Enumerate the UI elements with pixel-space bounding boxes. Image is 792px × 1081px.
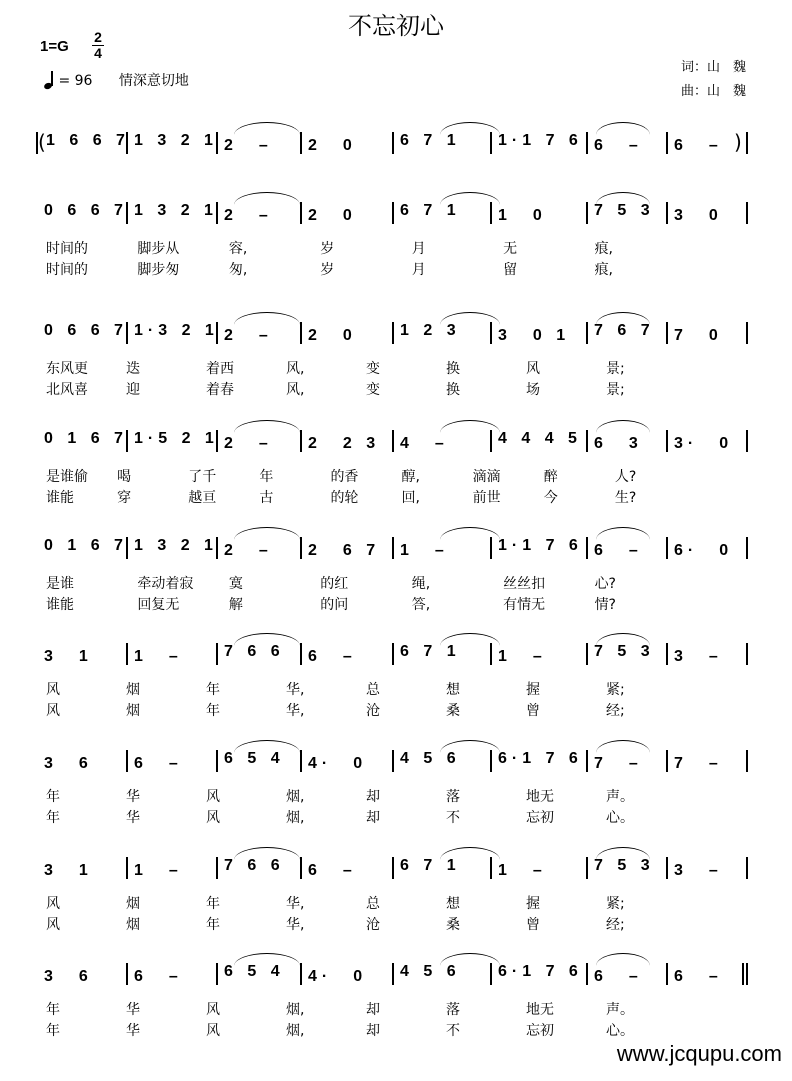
slur (596, 312, 650, 325)
lyric-word: 华, (286, 682, 305, 698)
lyric-word: 痕, (594, 241, 614, 257)
lyric-word: 年 (46, 1002, 60, 1018)
measure: 2 – (224, 207, 273, 224)
lyric-word: 景; (606, 382, 625, 398)
lyric-word: 前世 (472, 490, 501, 506)
lyric-word: 时间的 (46, 241, 88, 257)
measure: 0 6 6 7 (44, 322, 128, 339)
barline (746, 202, 748, 224)
lyric-word: 景; (606, 361, 625, 377)
lyric-word: 年 (46, 810, 60, 826)
measure: 7 5 3 (594, 202, 655, 219)
measure: 6 – (674, 968, 723, 985)
measure: 6 – (594, 968, 643, 985)
barline (666, 132, 668, 154)
lyric-word: 谁能 (46, 597, 74, 613)
measure: 4· 0 (308, 968, 368, 985)
barline (490, 963, 492, 985)
lyric-word: 脚步从 (137, 241, 180, 257)
lyric-word: 今 (543, 490, 558, 506)
barline (300, 750, 302, 772)
measure: 1 – (134, 648, 183, 665)
measure: 6·1 7 6 (498, 963, 583, 980)
barline (746, 322, 748, 344)
lyric-word: 想 (446, 896, 460, 912)
lyric-word: 风 (206, 1002, 220, 1018)
lyric-word: 心。 (606, 1023, 634, 1039)
barline (216, 643, 218, 665)
measure: 1 – (498, 862, 547, 879)
barline (216, 857, 218, 879)
lyric-word: 痕, (594, 262, 614, 278)
slur (596, 122, 650, 135)
site-watermark: www.jcqupu.com (616, 1041, 782, 1066)
measure: 4 4 4 5 (498, 430, 582, 447)
lyric-word: 华 (126, 789, 140, 805)
measure: 1 6 6 7 (46, 132, 130, 149)
measure: 1·1 7 6 (498, 537, 583, 554)
lyric-word: 桑 (446, 703, 460, 719)
lyric-word: 风 (206, 810, 220, 826)
measure: 7 5 3 (594, 857, 655, 874)
slur (234, 312, 300, 325)
barline (666, 202, 668, 224)
lyric-word: 经; (606, 703, 625, 719)
barline (586, 643, 588, 665)
lyric-word: 华, (286, 917, 305, 933)
key-signature: 1=G (40, 38, 69, 55)
score-row (0, 750, 792, 860)
barline (746, 430, 748, 452)
measure: 7 0 (674, 327, 723, 344)
lyric-word: 烟, (286, 1002, 305, 1018)
lyric-word: 不 (446, 810, 460, 826)
barline (586, 430, 588, 452)
lyric-word: 烟 (126, 896, 140, 912)
barline (490, 750, 492, 772)
barline (300, 322, 302, 344)
lyric-word: 紧; (606, 682, 625, 698)
lyric-word: 岁 (320, 241, 335, 257)
lyric-word: 古 (259, 490, 274, 506)
measure: 6 – (308, 862, 357, 879)
composer-credit: 曲：山 魏 (680, 84, 746, 99)
measure: 6 5 4 (224, 963, 285, 980)
credits (681, 56, 746, 104)
lyric-word: 风, (286, 361, 305, 377)
lyric-word: 牵动着寂 (137, 576, 194, 592)
lyric-word: 烟 (126, 917, 140, 933)
measure: 6 7 1 (400, 202, 461, 219)
barline (392, 537, 394, 559)
tempo-value: = 96 (58, 73, 93, 89)
measure: 3· 0 (674, 435, 734, 452)
measure: 7 5 3 (594, 643, 655, 660)
barline (392, 430, 394, 452)
final-barline-thin (742, 963, 744, 985)
barline (666, 322, 668, 344)
measure: 1 – (134, 862, 183, 879)
barline (490, 322, 492, 344)
score-row (0, 857, 792, 967)
time-signature-top: 2 (94, 29, 102, 45)
measure: 3 1 (44, 648, 93, 665)
lyric-word: 华, (286, 896, 305, 912)
measure: 0 1 6 7 (44, 537, 128, 554)
lyric-word: 的香 (330, 469, 359, 485)
lyric-word: 紧; (606, 896, 625, 912)
lyric-word: 是谁 (46, 576, 74, 592)
lyric-word: 穿 (117, 490, 132, 506)
lyric-word: 烟 (126, 682, 140, 698)
measure: 1·3 2 1 (134, 322, 219, 339)
barline (300, 857, 302, 879)
lyric-word: 匆, (228, 262, 248, 278)
measure: 2 6 7 (308, 542, 381, 559)
lyric-word: 换 (446, 382, 460, 398)
lyric-word: 了千 (188, 469, 217, 485)
barline (746, 643, 748, 665)
barline (586, 322, 588, 344)
lyric-word: 有情无 (503, 597, 546, 613)
lyric-word: 答, (411, 597, 431, 613)
lyric-word: 着春 (206, 382, 234, 398)
slur (440, 122, 500, 135)
lyric-word: 回, (401, 490, 420, 506)
lyric-word: 心? (594, 576, 616, 592)
lyric-word: 月 (411, 241, 426, 257)
lyric-word: 变 (366, 382, 380, 398)
barline (490, 430, 492, 452)
quarter-note-icon (44, 71, 54, 89)
lyric-word: 不 (446, 1023, 460, 1039)
measure: 2 0 (308, 137, 357, 154)
measure: 6 – (308, 648, 357, 665)
lyric-word: 地无 (526, 1002, 554, 1018)
barline (392, 643, 394, 665)
lyric-word: 迎 (126, 382, 140, 398)
barline (216, 750, 218, 772)
barline (300, 643, 302, 665)
measure: 3 1 (44, 862, 93, 879)
measure: 3 6 (44, 968, 93, 985)
tempo-marking (44, 70, 189, 90)
barline (666, 430, 668, 452)
barline (126, 963, 128, 985)
lyric-word: 却 (366, 1002, 380, 1018)
barline (490, 643, 492, 665)
measure: 6 3 (594, 435, 643, 452)
measure: 6 – (134, 968, 183, 985)
lyric-word: 忘初 (526, 810, 554, 826)
lyric-word: 谁能 (46, 490, 74, 506)
barline (392, 750, 394, 772)
lyric-word: 留 (503, 262, 518, 278)
measure: 1·5 2 1 (134, 430, 219, 447)
lyric-word: 着西 (206, 361, 234, 377)
measure: 1 2 3 (400, 322, 461, 339)
measure: 7 6 6 (224, 857, 285, 874)
measure: 3 – (674, 648, 723, 665)
lyric-word: 容, (228, 241, 248, 257)
barline (126, 750, 128, 772)
lyric-word: 喝 (117, 469, 132, 485)
barline (746, 857, 748, 879)
lyric-word: 回复无 (137, 597, 180, 613)
measure: 0 1 6 7 (44, 430, 128, 447)
measure: 3 – (674, 862, 723, 879)
barline (586, 750, 588, 772)
lyric-word: 风 (526, 361, 540, 377)
lyric-word: 生? (614, 490, 637, 506)
lyric-word: 年 (206, 703, 220, 719)
score-row (0, 430, 792, 540)
barline (392, 322, 394, 344)
slur (234, 122, 300, 135)
lyric-word: 心。 (606, 810, 634, 826)
barline (746, 963, 748, 985)
score-row (0, 643, 792, 753)
measure: 1 – (498, 648, 547, 665)
lyric-word: 越亘 (188, 490, 217, 506)
measure: 2 0 (308, 207, 357, 224)
lyric-word: 换 (446, 361, 460, 377)
barline (300, 537, 302, 559)
lyric-word: 的问 (320, 597, 349, 613)
lyric-word: 风 (206, 789, 220, 805)
measure: 1·1 7 6 (498, 132, 583, 149)
lyric-word: 却 (366, 789, 380, 805)
measure: 0 6 6 7 (44, 202, 128, 219)
barline (392, 963, 394, 985)
measure: 4· 0 (308, 755, 368, 772)
measure: 6 – (134, 755, 183, 772)
score-row (0, 202, 792, 312)
lyric-word: 迭 (126, 361, 140, 377)
barline (300, 202, 302, 224)
barline (746, 537, 748, 559)
lyric-word: 风 (46, 682, 60, 698)
lyric-word: 年 (206, 917, 220, 933)
lyric-word: 风 (46, 896, 60, 912)
barline (392, 132, 394, 154)
measure: 2 – (224, 327, 273, 344)
lyric-word: 华 (126, 810, 140, 826)
lyric-word: 烟 (126, 703, 140, 719)
measure: 6 – (594, 137, 643, 154)
time-signature (92, 30, 104, 61)
score-row (0, 537, 792, 647)
barline (126, 643, 128, 665)
measure: 6 – (674, 137, 723, 154)
barline (666, 537, 668, 559)
lyricist-credit: 词：山 魏 (680, 60, 746, 75)
lyric-word: 场 (526, 382, 540, 398)
lyric-word: 风 (46, 917, 60, 933)
measure: 1 3 2 1 (134, 202, 218, 219)
measure: 7 – (594, 755, 643, 772)
barline (490, 537, 492, 559)
measure: 6 5 4 (224, 750, 285, 767)
lyric-word: 绳, (411, 576, 431, 592)
measure: 2 0 (308, 327, 357, 344)
slur (440, 312, 500, 325)
barline (126, 857, 128, 879)
lyric-word: 经; (606, 917, 625, 933)
lyric-word: 醉 (543, 469, 558, 485)
lyric-word: 风 (206, 1023, 220, 1039)
lyric-word: 东风更 (46, 361, 88, 377)
barline (746, 132, 748, 154)
lyric-word: 沧 (366, 917, 380, 933)
lyric-word: 变 (366, 361, 380, 377)
lyric-word: 年 (46, 1023, 60, 1039)
lyric-word: 年 (46, 789, 60, 805)
lyric-word: 滴滴 (472, 469, 501, 485)
lyric-word: 曾 (526, 917, 540, 933)
lyric-word: 北风喜 (46, 382, 88, 398)
measure: 1 0 (498, 207, 547, 224)
lyric-word: 解 (228, 597, 243, 613)
lyric-word: 是谁偷 (46, 469, 88, 485)
barline (586, 963, 588, 985)
lyric-word: 忘初 (526, 1023, 554, 1039)
measure: 4 – (400, 435, 449, 452)
barline (586, 537, 588, 559)
measure: 6· 0 (674, 542, 734, 559)
measure: 6 7 1 (400, 643, 461, 660)
barline (666, 643, 668, 665)
lyric-word: 年 (206, 682, 220, 698)
lyric-word: 烟, (286, 1023, 305, 1039)
measure: 6·1 7 6 (498, 750, 583, 767)
barline (746, 750, 748, 772)
barline (666, 857, 668, 879)
lyric-word: 时间的 (46, 262, 88, 278)
lyric-word: 握 (526, 682, 540, 698)
measure: 6 7 1 (400, 132, 461, 149)
lyric-word: 却 (366, 1023, 380, 1039)
repeat-paren-close: ) (734, 130, 742, 154)
measure: 1 3 2 1 (134, 132, 218, 149)
lyric-word: 风 (46, 703, 60, 719)
lyric-word: 曾 (526, 703, 540, 719)
lyric-word: 无 (503, 241, 518, 257)
lyric-word: 丝丝扣 (503, 576, 546, 592)
lyric-word: 烟, (286, 810, 305, 826)
lyric-word: 沧 (366, 703, 380, 719)
lyric-word: 的红 (320, 576, 349, 592)
barline (216, 963, 218, 985)
lyric-word: 烟, (286, 789, 305, 805)
lyric-word: 总 (366, 682, 380, 698)
measure: 3 0 1 (498, 327, 571, 344)
barline (490, 857, 492, 879)
barline (300, 963, 302, 985)
barline (490, 132, 492, 154)
lyric-word: 月 (411, 262, 426, 278)
lyric-word: 年 (259, 469, 274, 485)
measure: 2 2 3 (308, 435, 381, 452)
measure: 3 6 (44, 755, 93, 772)
lyric-word: 脚步匆 (137, 262, 180, 278)
lyric-word: 地无 (526, 789, 554, 805)
measure: 2 – (224, 435, 273, 452)
lyric-word: 人? (614, 469, 637, 485)
page-title: 不忘初心 (348, 12, 444, 40)
measure: 6 – (594, 542, 643, 559)
tempo-mood: 情深意切地 (118, 73, 189, 89)
barline (586, 857, 588, 879)
measure: 2 – (224, 137, 273, 154)
score-row (0, 322, 792, 432)
lyric-word: 桑 (446, 917, 460, 933)
barline (586, 202, 588, 224)
lyric-word: 声。 (606, 789, 634, 805)
lyric-word: 年 (206, 896, 220, 912)
barline (300, 132, 302, 154)
lyric-word: 寞 (228, 576, 243, 592)
measure: 1 3 2 1 (134, 537, 218, 554)
measure: 7 6 7 (594, 322, 655, 339)
barline (666, 963, 668, 985)
barline (666, 750, 668, 772)
lyric-word: 总 (366, 896, 380, 912)
lyric-word: 情? (594, 597, 616, 613)
lyric-word: 华 (126, 1002, 140, 1018)
lyric-word: 落 (446, 1002, 460, 1018)
barline (300, 430, 302, 452)
measure: 3 0 (674, 207, 723, 224)
lyric-word: 落 (446, 789, 460, 805)
barline (490, 202, 492, 224)
measure: 2 – (224, 542, 273, 559)
measure: 4 5 6 (400, 750, 461, 767)
barline (392, 202, 394, 224)
lyric-word: 想 (446, 682, 460, 698)
lyric-word: 岁 (320, 262, 335, 278)
lyric-word: 握 (526, 896, 540, 912)
measure: 7 6 6 (224, 643, 285, 660)
lyric-word: 风, (286, 382, 305, 398)
lyric-word: 却 (366, 810, 380, 826)
lyric-word: 醇, (401, 469, 420, 485)
lyric-word: 华 (126, 1023, 140, 1039)
measure: 6 7 1 (400, 857, 461, 874)
lyric-word: 的轮 (330, 490, 359, 506)
barline (586, 132, 588, 154)
time-signature-bottom: 4 (94, 45, 102, 61)
lyric-word: 声。 (606, 1002, 634, 1018)
repeat-paren-open: ( (38, 130, 46, 154)
measure: 7 – (674, 755, 723, 772)
measure: 1 – (400, 542, 449, 559)
lyric-word: 华, (286, 703, 305, 719)
barline (392, 857, 394, 879)
measure: 4 5 6 (400, 963, 461, 980)
